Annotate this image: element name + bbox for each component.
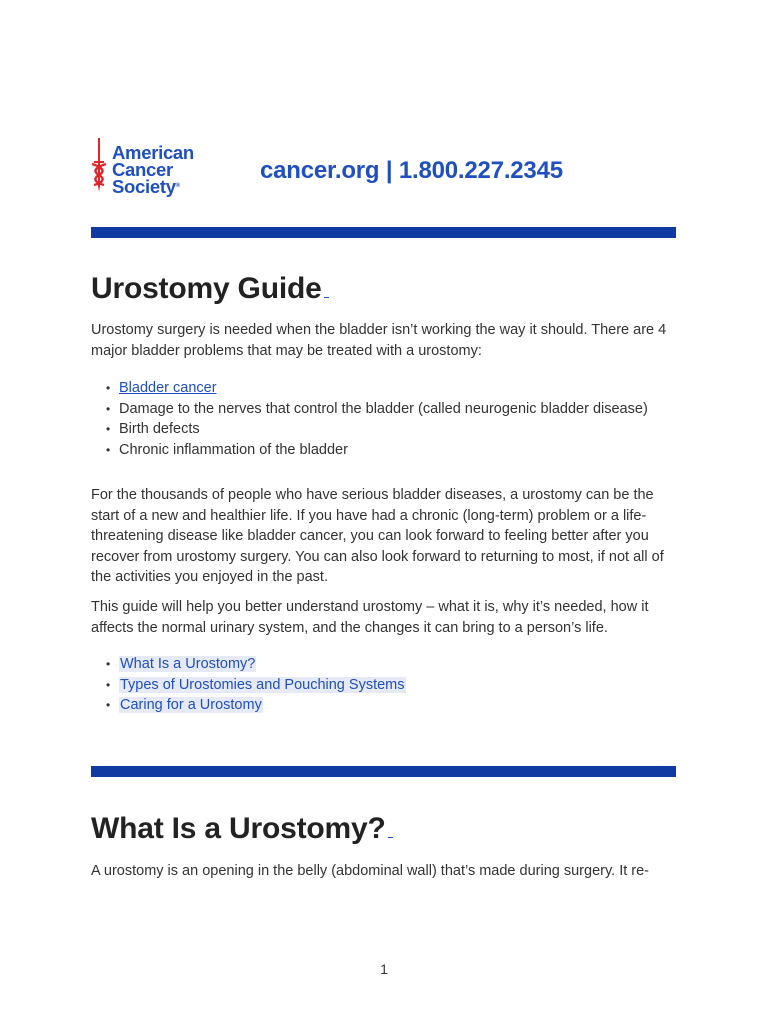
toc-item[interactable] xyxy=(106,654,406,675)
bladder-cancer-link[interactable]: Bladder cancer xyxy=(119,380,217,396)
page-number: 1 xyxy=(380,961,388,977)
toc-link-what-is-urostomy[interactable]: What Is a Urostomy? xyxy=(120,656,256,672)
contact-info: cancer.org | 1.800.227.2345 xyxy=(260,157,563,184)
registered-mark: ® xyxy=(175,183,180,189)
logo-line-society: Society xyxy=(112,176,176,197)
intro-paragraph: Urostomy surgery is needed when the bladder isn’t working the way it should. There are 4 major bladder problems that may be treated with a urostomy: xyxy=(91,322,667,359)
toc-link-caring-for-urostomy[interactable]: Caring for a Urostomy xyxy=(120,697,262,714)
benefits-paragraph: For the thousands of people who have serious bladder diseases, a urostomy can be the start of a new and healthier life. If you have had a chronic (long-term) problem or a life-threatening disease like bladder cancer, you can look forward to feeling better after you recover from urostomy surgery. You can also look forward to returning to most, if not all of the activities you enjoyed in the past. xyxy=(91,487,664,585)
acs-logo[interactable] xyxy=(88,136,218,206)
list-item[interactable] xyxy=(106,378,648,399)
guide-purpose-paragraph: This guide will help you better understand urostomy – what it is, why it’s needed, how it affects the normal urinary system, and the changes it can bring to a person’s life. xyxy=(91,599,649,636)
divider-rule xyxy=(91,227,676,238)
logo-line-cancer: Cancer xyxy=(112,159,173,180)
list-item: • Birth defects xyxy=(106,419,648,440)
sword-caduceus-icon xyxy=(88,136,110,200)
divider-rule xyxy=(91,766,676,777)
logo-line-american: American xyxy=(112,142,194,163)
table-of-contents xyxy=(106,654,406,716)
section-title-urostomy-guide: Urostomy Guide xyxy=(91,272,329,306)
list-item: • Damage to the nerves that control the bladder (called neurogenic bladder disease) xyxy=(106,399,648,420)
toc-item[interactable] xyxy=(106,695,406,716)
logo-wordmark xyxy=(112,144,194,195)
toc-link-types-of-urostomies[interactable]: Types of Urostomies and Pouching Systems xyxy=(120,676,405,693)
section-title-what-is-urostomy: What Is a Urostomy? xyxy=(91,812,393,846)
definition-paragraph: A urostomy is an opening in the belly (abdominal wall) that’s made during surgery. It re- xyxy=(91,863,649,879)
bladder-problems-list xyxy=(106,378,648,460)
toc-item[interactable] xyxy=(106,675,406,696)
list-item: • Chronic inflammation of the bladder xyxy=(106,440,648,461)
